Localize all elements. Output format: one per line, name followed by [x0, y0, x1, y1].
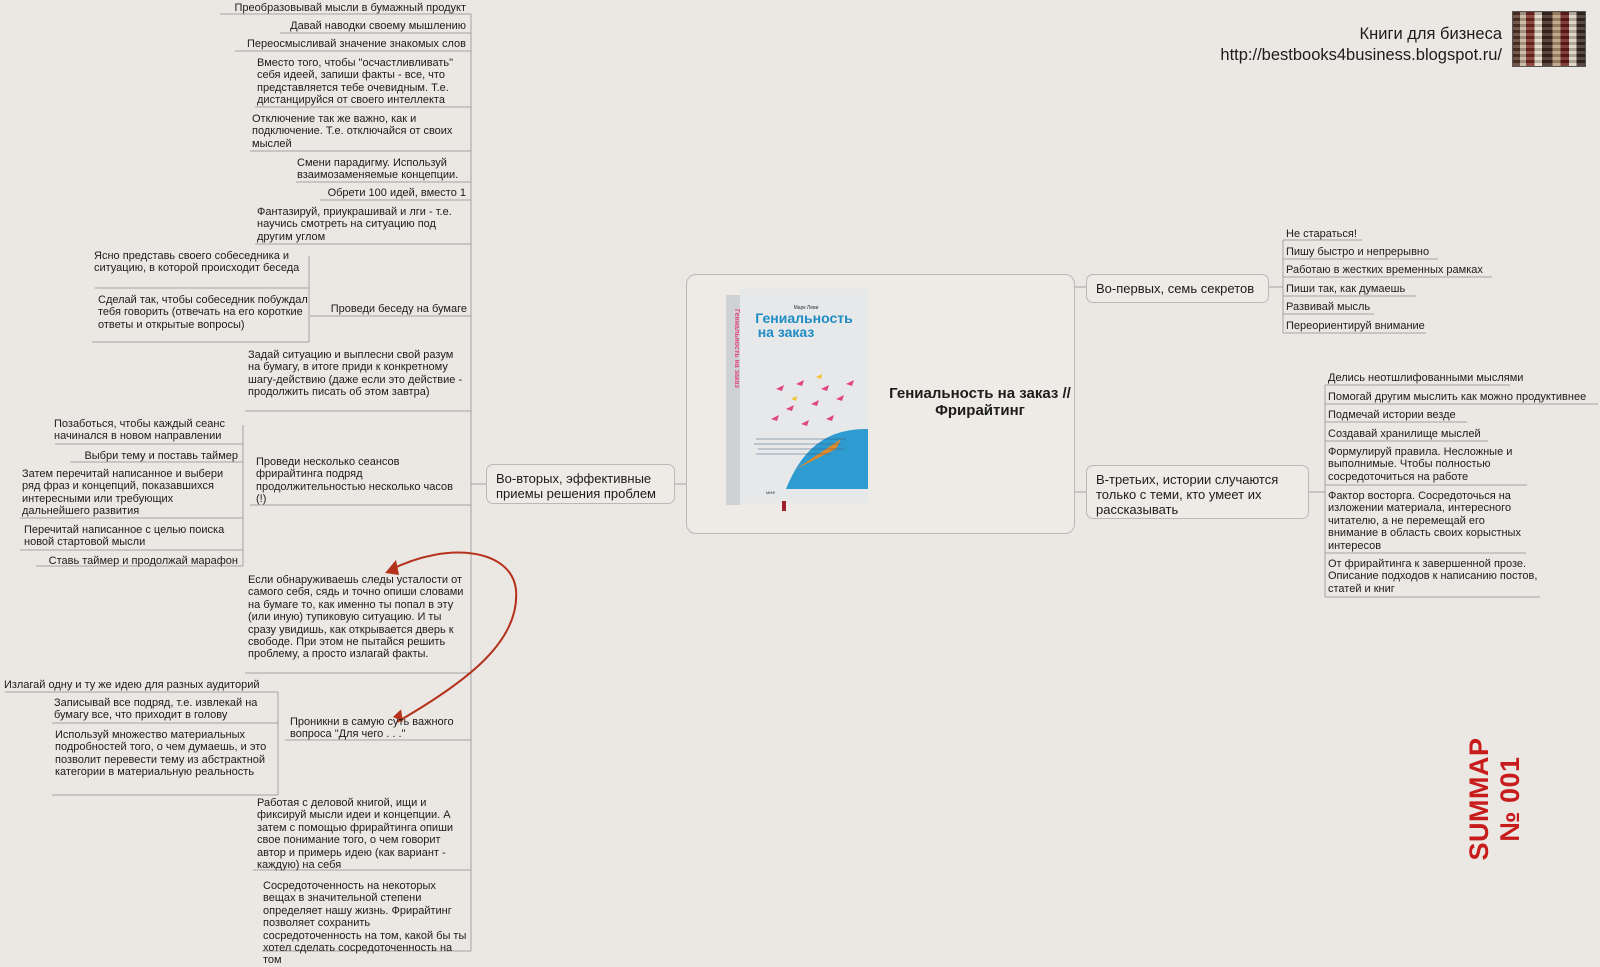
third-item: Делись неотшлифованными мыслями	[1328, 372, 1524, 384]
header-url[interactable]: http://bestbooks4business.blogspot.ru/	[1220, 46, 1502, 64]
second-item: Давай наводки своему мышлению	[290, 20, 466, 32]
sessions-item: Ставь таймер и продолжай марафон	[48, 555, 238, 567]
third-item: Подмечай истории везде	[1328, 409, 1456, 421]
summap-stamp: SUMMAP № 001	[1464, 737, 1525, 861]
why-item: Излагай одну и ту же идею для разных аудиторий	[4, 679, 260, 691]
sessions-item: Перечитай написанное с целью поиска новой стартовой мысли	[24, 524, 225, 549]
sessions-item: Позаботься, чтобы каждый сеанс начинался в новом направлении	[54, 418, 225, 443]
third-item: Фактор восторга. Сосредоточься на изложении материала, интересного читателю, а не перемещай его внимание в область своих корыстных интересов	[1328, 490, 1521, 552]
second-item: Обрети 100 идей, вместо 1	[327, 187, 466, 199]
books-thumbnail-image	[1512, 11, 1586, 67]
branch-third-stories: В-третьих, истории случаются только с теми, кто умеет их рассказывать	[1086, 465, 1309, 519]
second-item: Проникни в самую суть важного вопроса "Для чего . . ."	[290, 716, 454, 741]
second-item: Преобразовывай мысли в бумажный продукт	[234, 2, 466, 14]
sessions-item: Затем перечитай написанное и выбери ряд фраз и концепций, показавшихся интересными или требующих дальнейшего развития	[22, 468, 224, 518]
first-item: Развивай мысль	[1286, 301, 1371, 313]
second-item: Если обнаруживаешь следы усталости от самого себя, сядь и точно опиши словами на бумаге то, как именно ты попал в эту (или иную) тупиковую ситуацию. И ты сразу увидишь, как открывается дверь к свободе. При этом не пытайся решить проблему, а просто излагай факты.	[248, 574, 464, 661]
book-spine-title: Гениальность на заказ	[733, 309, 740, 388]
second-item: Работая с деловой книгой, ищи и фиксируй мысли идеи и концепции. А затем с помощью фрирайтинга опиши свое понимание того, о чем говорит автор и примерь идею (как вариант - каждую) на себя	[257, 797, 454, 872]
second-item: Вместо того, чтобы "осчастливливать" себя идеей, запиши факты - все, что представляется тебе очевидным. Т.е. дистанцируйся от своего интеллекта	[257, 57, 454, 107]
header-title: Книги для бизнеса	[1359, 25, 1502, 43]
book-cover-image	[726, 289, 868, 511]
second-item: Смени парадигму. Используй взаимозаменяемые концепции.	[297, 157, 459, 182]
branch-first-secrets: Во-первых, семь секретов	[1086, 274, 1269, 303]
first-item: Не стараться!	[1286, 228, 1357, 240]
branch-second-methods: Во-вторых, эффективные приемы решения проблем	[486, 464, 675, 504]
sessions-item: Выбри тему и поставь таймер	[84, 450, 238, 462]
first-item: Пиши так, как думаешь	[1286, 283, 1406, 295]
second-item: Фантазируй, приукрашивай и лги - т.е. научись смотреть на ситуацию под другим углом	[257, 206, 452, 243]
second-item: Проведи беседу на бумаге	[330, 303, 467, 315]
book-title-line1: Гениальность	[755, 310, 853, 326]
third-item: Создавай хранилище мыслей	[1328, 428, 1481, 440]
third-item: Помогай другим мыслить как можно продуктивнее	[1328, 391, 1587, 403]
third-item: От фрирайтинга к завершенной прозе. Описание подходов к написанию постов, статей и книг	[1328, 558, 1538, 595]
first-item: Работаю в жестких временных рамках	[1286, 264, 1483, 276]
first-item: Пишу быстро и непрерывно	[1286, 246, 1430, 258]
dialog-item: Ясно представь своего собеседника и ситуацию, в которой происходит беседа	[94, 250, 300, 275]
second-item: Отключение так же важно, как и подключение. Т.е. отключайся от своих мыслей	[252, 113, 453, 150]
why-item: Используй множество материальных подробностей того, о чем думаешь, и это позволит перевести тему из абстрактной категории в материальную реальность	[55, 729, 267, 779]
book-publisher: МИФ	[766, 490, 776, 495]
why-item: Записывай все подряд, т.е. извлекай на бумагу все, что приходит в голову	[54, 697, 258, 722]
second-item: Задай ситуацию и выплесни свой разум на бумагу, в итоге приди к конкретному шагу-действию (даже если это действие - продолжить писать об этом завтра)	[248, 349, 463, 399]
second-item: Сосредоточенность на некоторых вещах в значительной степени определяет нашу жизнь. Фрирайтинг позволяет сохранить сосредоточенность на том, какой бы ты хотел сделать сосредоточенность на том	[263, 880, 467, 967]
header	[1220, 24, 1502, 66]
central-title: Гениальность на заказ // Фрирайтинг	[889, 385, 1071, 419]
dialog-item: Сделай так, чтобы собеседник побуждал тебя говорить (отвечать на его короткие ответы и открытые вопросы)	[98, 294, 308, 331]
book-author: Марк Леви	[793, 305, 819, 311]
book-title-line2: на заказ	[757, 324, 815, 340]
first-item: Переориентируй внимание	[1286, 320, 1425, 332]
third-item: Формулируй правила. Несложные и выполнимые. Чтобы полностью сосредоточиться на работе	[1328, 446, 1513, 483]
second-item: Переосмысливай значение знакомых слов	[246, 38, 466, 50]
second-item: Проведи несколько сеансов фрирайтинга подряд продолжительностью несколько часов (!)	[256, 456, 453, 506]
